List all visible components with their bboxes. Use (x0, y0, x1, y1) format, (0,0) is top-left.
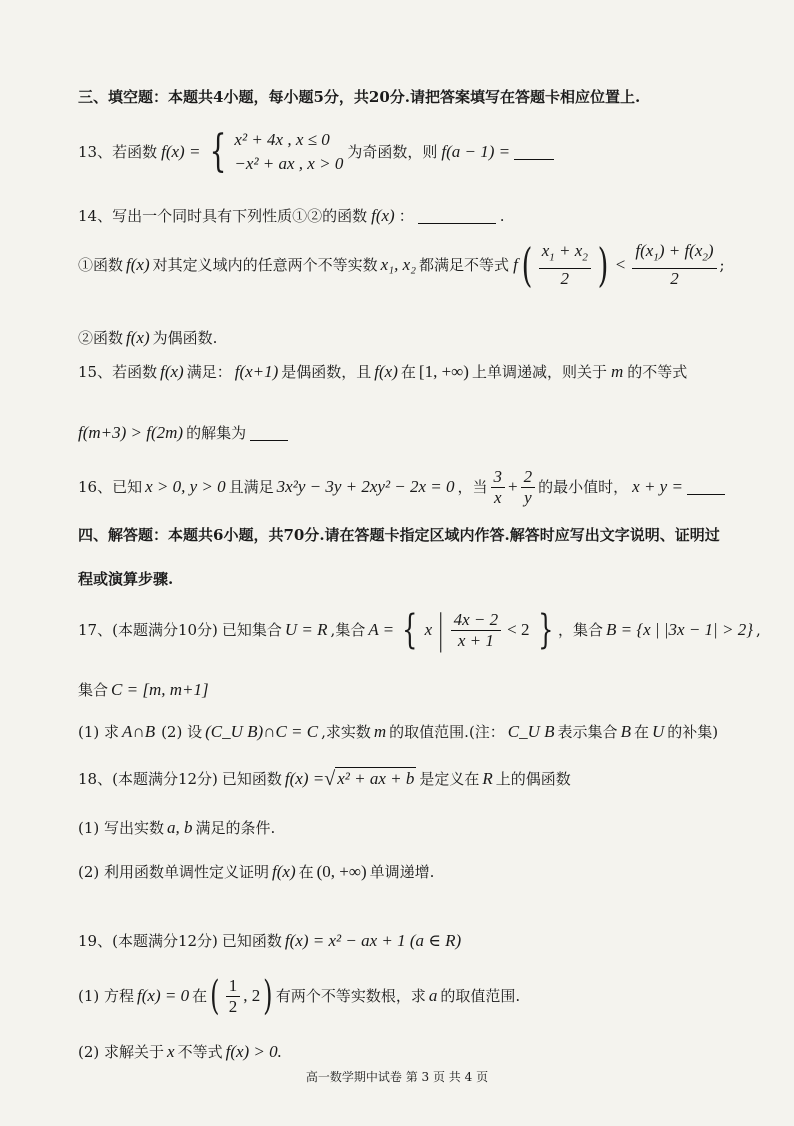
q18-fx: f(x) = (284, 768, 325, 788)
q17-parts: (1) 求 A∩B (2) 设 (C_U B)∩C = C ,求实数 m 的取值范围.(注： C_U B 表示集合 B 在 U 的补集) (78, 722, 719, 741)
q18-R: R (482, 768, 493, 788)
q13-mid: 为奇函数，则 (347, 143, 438, 161)
question-17: 17、 (本题满分10分) 已知集合 U = R , 集合 A = { x | $\frac{4x - 2}{x + 1}$ < 2 } ，集合 B = {x | |3x − 1| > 2} , (78, 607, 761, 653)
q19-fx: f(x) = x² − ax + 1 (a ∈ R) (284, 931, 462, 950)
section4-title-1 (78, 524, 754, 546)
q17-AB: A∩B (122, 722, 156, 741)
q13-brace: { (210, 126, 227, 177)
q19-frac-half: $\frac{1}{2}$ (226, 976, 241, 1017)
q13-ask: f(a − 1) = (441, 142, 511, 161)
q13-num: 13、 (78, 143, 113, 161)
q15-sol: 的解集为 (186, 424, 247, 442)
q19-part-1: (1) 方程 f(x) = 0 在 ( $\frac{1}{2}$ , 2 ) 有两个不等实数根，求 a 的取值范围. (78, 973, 521, 1019)
q13-piece2: −x² + ax , x > 0 (234, 154, 344, 173)
q16-eq: 3x²y − 3y + 2xy² − 2x = 0 (276, 477, 455, 496)
q17-score: (本题满分10分) (112, 621, 218, 639)
q15-sat: 满足： (186, 363, 232, 381)
q19-x: x (167, 1042, 175, 1061)
q18-p2c: 单调递增. (369, 863, 435, 881)
page-footer: 高一数学期中试卷 第 3 页 共 4 页 (305, 1070, 489, 1084)
q16-answer-blank (687, 480, 725, 495)
q16-minw: 的最小值时， (538, 478, 629, 496)
section4-title-2-text: 程或演算步骤. (78, 570, 174, 588)
section3-title (78, 86, 754, 108)
question-14: 14、 写出一个同时具有下列性质①②的函数 f(x) ： . (78, 206, 505, 225)
q19-p1c: 的取值范围. (440, 987, 521, 1005)
question-15: 15、 若函数 f(x) 满足： f(x+1) 是偶函数，且 f(x) 在 [1, +∞) 上单调递减，则关于 m 的不等式 (78, 362, 688, 381)
q19-p1b: 有两个不等实数根，求 (275, 987, 426, 1005)
q18-radicand: x² + ax + b (337, 769, 415, 788)
q13-answer-blank (514, 145, 554, 160)
q19-in: 在 (192, 987, 208, 1005)
q17-setC: 集合 (78, 681, 109, 699)
q17-note-sym: C_U B (507, 722, 555, 741)
q17-A: A = (368, 620, 395, 639)
q15-line-2 (78, 422, 754, 444)
q14-cond1-pre: ①函数 (78, 256, 124, 274)
q17-note3: 的补集) (667, 723, 719, 741)
q14-cond2-fx: f(x) (126, 328, 150, 347)
q16-pre: 已知 (112, 478, 143, 496)
q17-U: U = R (284, 620, 328, 639)
q18-p1: (1) 写出实数 (78, 819, 165, 837)
q17-cond: (C_U B)∩C = C (205, 722, 319, 741)
q17-note2: 在 (633, 723, 649, 741)
q17-range: 的取值范围.(注： (389, 723, 505, 741)
q17-p2: (2) 设 (161, 723, 203, 741)
q17-frac: $\frac{4x - 2}{x + 1}$ (451, 610, 502, 651)
q18-int: (0, +∞) (316, 862, 367, 881)
q17-p1: (1) 求 (78, 723, 120, 741)
q17-line-2 (78, 679, 754, 701)
section3-title-text: 三、填空题：本题共4小题，每小题5分，共20分.请把答案填写在答题卡相应位置上. (78, 88, 641, 106)
q19-p2: (2) 求解关于 (78, 1043, 165, 1061)
q17-setB: ，集合 (557, 621, 603, 639)
q17-C: C = [m, m+1] (111, 680, 209, 699)
q18-part-1 (78, 817, 754, 839)
q13-piecewise (234, 128, 343, 176)
q14-text: 写出一个同时具有下列性质①②的函数 (112, 207, 368, 225)
q15-shift: f(x+1) (234, 362, 279, 381)
q19-pre: 已知函数 (221, 932, 282, 950)
q17-num: 17、 (78, 621, 113, 639)
q19-p2b: 不等式 (177, 1043, 223, 1061)
q14-cond1-mid: 对其定义域内的任意两个不等实数 (152, 256, 378, 274)
q15-pre: 若函数 (112, 363, 158, 381)
section4-title-2 (78, 568, 754, 590)
q16-frac-3x: $\frac{3}{x}$ (491, 467, 506, 508)
q18-part-2: (2) 利用函数单调性定义证明 f(x) 在 (0, +∞) 单调递增. (78, 862, 435, 881)
q18-num: 18、 (78, 769, 113, 788)
q15-num: 15、 (78, 363, 113, 381)
q16-num: 16、 (78, 478, 113, 496)
question-19 (78, 930, 754, 952)
q15-dec: 上单调递减，则关于 (471, 363, 607, 381)
q18-p2: (2) 利用函数单调性定义证明 (78, 863, 270, 881)
q15-ineq-word: 的不等式 (627, 363, 688, 381)
q14-answer-blank (418, 209, 496, 224)
q17-B: B = {x | |3x − 1| > 2} (605, 620, 753, 639)
q16-cond: x > 0, y > 0 (145, 477, 226, 496)
q15-interval: [1, +∞) (418, 362, 469, 381)
q14-cond1-post: 都满足不等式 (419, 256, 510, 274)
q14-num: 14、 (78, 207, 113, 225)
q16-frac-2y: $\frac{2}{y}$ (521, 467, 536, 508)
q16-when: ，当 (457, 478, 488, 496)
q15-even: 是偶函数，且 (281, 363, 372, 381)
q13-pre: 若函数 (112, 143, 158, 161)
q17-note: 表示集合 (557, 723, 618, 741)
q17-setA: 集合 (335, 621, 366, 639)
q14-cond2-post: 为偶函数. (152, 329, 218, 347)
q18-post: 是定义在 (419, 769, 480, 788)
q16-and: 且满足 (228, 478, 274, 496)
q17-pre: 已知集合 (221, 621, 282, 639)
question-16: 16、 已知 x > 0, y > 0 且满足 3x²y − 3y + 2xy² − 2x = 0 ，当 $\frac{3}{x}$ + $\frac{2}{y}$ 的最小值时， x + y = (78, 465, 754, 509)
q18-ab: a, b (167, 818, 193, 837)
q14-frac-right: $\frac{f(x_1) + f(x_2)}{2}$ (632, 241, 716, 288)
q14-frac-left: $\frac{x_1 + x_2}{2}$ (539, 241, 591, 288)
question-18: 18、 (本题满分12分) 已知函数 f(x) = √ x² + ax + b 是定义在 R 上的偶函数 (78, 767, 571, 790)
q18-post2: 上的偶函数 (495, 769, 571, 788)
section4-title-1-text: 四、解答题：本题共6小题，共70分.请在答题卡指定区域内作答.解答时应写出文字说明、证明过 (78, 526, 720, 544)
q15-m: m (610, 362, 624, 381)
q19-ineq: f(x) > 0. (225, 1042, 282, 1061)
q14-cond1-fx: f(x) (126, 255, 150, 274)
q18-score: (本题满分12分) (112, 769, 218, 788)
q19-score: (本题满分12分) (112, 932, 218, 950)
q13-fx: f(x) = (161, 142, 201, 161)
q14-cond2-pre: ②函数 (78, 329, 124, 347)
q14-fx: f(x) (371, 206, 395, 225)
q19-eq: f(x) = 0 (137, 986, 190, 1005)
q13-piece1: x² + 4x , x ≤ 0 (234, 130, 330, 149)
q19-num: 19、 (78, 932, 113, 950)
q17-ask: ,求实数 (321, 723, 371, 741)
q14-condition-1: ①函数 f(x) 对其定义域内的任意两个不等实数 x₁, x₂ 都满足不等式 f ( $\frac{x_1 + x_2}{2}$ ) < $\frac{f(x_1) + f(x_2)}{2}$ ; (78, 238, 725, 292)
q18-pre: 已知函数 (221, 769, 282, 788)
question-13 (78, 128, 754, 176)
q15-answer-blank (250, 426, 288, 441)
q18-p1b: 满足的条件. (195, 819, 276, 837)
q15-ineq: f(m+3) > f(2m) (78, 423, 184, 442)
q14-condition-2 (78, 327, 754, 349)
q19-part-2 (78, 1041, 754, 1063)
q19-p1: (1) 方程 (78, 987, 135, 1005)
q19-a: a (428, 986, 438, 1005)
q18-p2b: 在 (298, 863, 314, 881)
q14-cond1-vars: x₁, x₂ (380, 255, 417, 274)
q16-sum: x + y = (632, 477, 683, 496)
